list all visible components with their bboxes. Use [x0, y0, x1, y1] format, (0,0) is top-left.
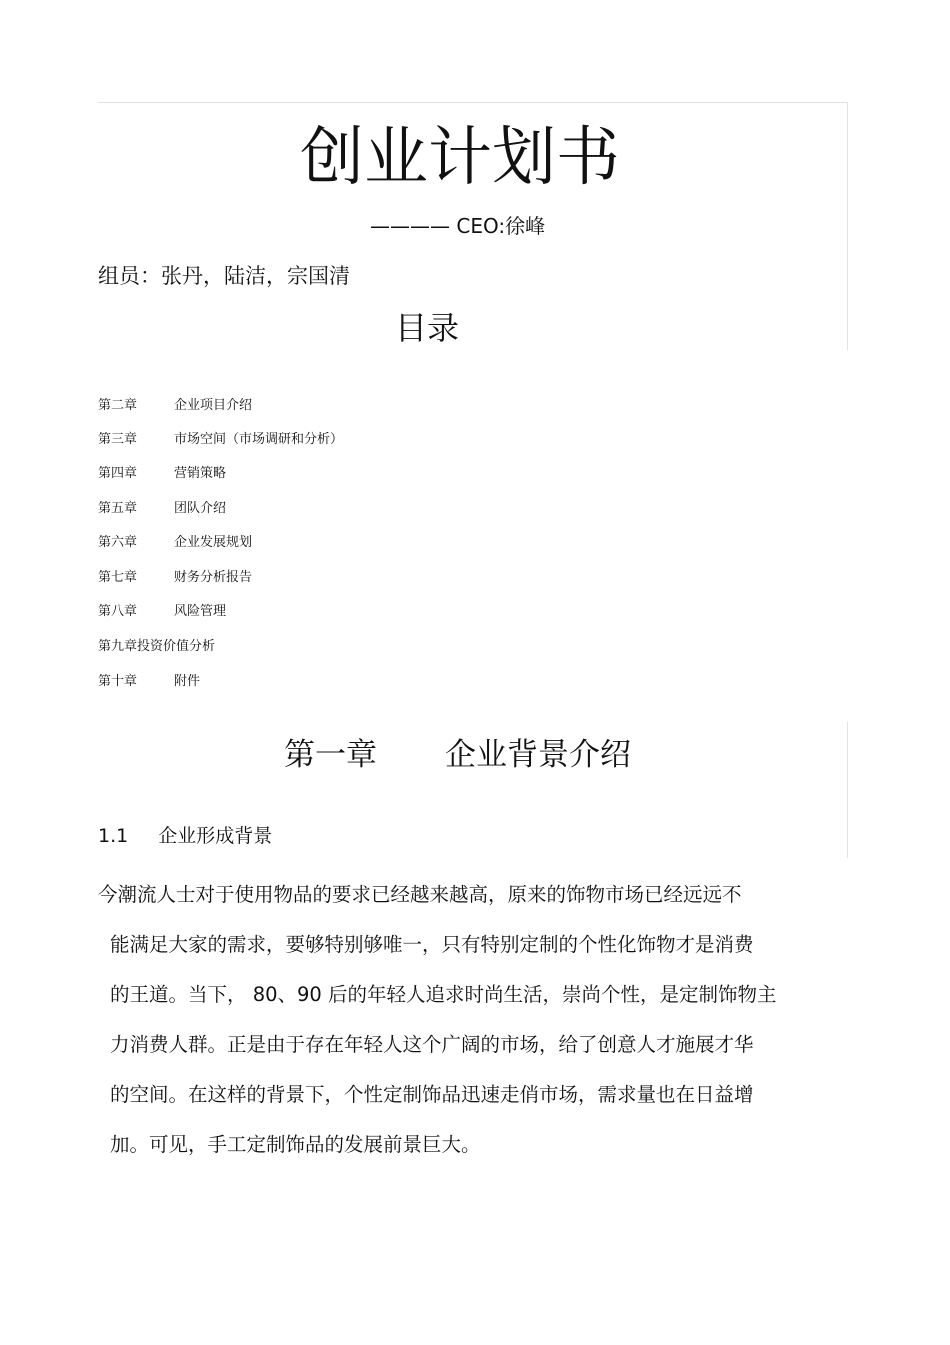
paragraph-line: 能满足大家的需求，要够特别够唯一，只有特别定制的个性化饰物才是消费	[110, 933, 754, 956]
toc-chapter-number: 第十章	[98, 674, 138, 689]
toc-chapter-name: 风险管理	[174, 604, 227, 619]
chapter-number: 第一章	[284, 737, 377, 773]
toc-chapter-number: 第六章	[98, 535, 138, 550]
section-number: 1.1	[98, 825, 129, 847]
toc-chapter-number: 第三章	[98, 432, 138, 447]
paragraph-line: 加。可见，手工定制饰品的发展前景巨大。	[110, 1133, 481, 1156]
toc-item	[98, 396, 252, 416]
chapter-name: 企业背景介绍	[445, 737, 631, 773]
toc-heading: 目录	[394, 309, 459, 347]
paragraph-line: 力消费人群。正是由于存在年轻人这个广阔的市场，给了创意人才施展才华	[110, 1033, 754, 1056]
toc-item	[98, 568, 252, 588]
section-title: 企业形成背景	[158, 825, 273, 847]
toc-chapter-name: 市场空间（市场调研和分析）	[174, 432, 344, 447]
section-heading	[98, 822, 272, 850]
top-border-line	[98, 102, 847, 103]
paragraph-line: 今潮流人士对于使用物品的要求已经越来越高，原来的饰物市场已经远远不	[98, 883, 742, 906]
toc-item	[98, 533, 252, 553]
team-members: 组员：张丹，陆洁，宗国清	[98, 264, 350, 288]
right-border-line	[847, 722, 848, 858]
body-paragraph	[98, 870, 838, 1170]
toc-chapter-name: 财务分析报告	[174, 570, 253, 585]
toc-chapter-number: 第四章	[98, 466, 138, 481]
document-title: 创业计划书	[300, 121, 620, 195]
paragraph-line: 的空间。在这样的背景下，个性定制饰品迅速走俏市场，需求量也在日益增	[110, 1083, 754, 1106]
toc-chapter-name: 团队介绍	[174, 501, 227, 516]
toc-item	[98, 464, 226, 484]
toc-chapter-number: 第八章	[98, 604, 138, 619]
paragraph-line: 的王道。当下， 80、90 后的年轻人追求时尚生活，崇尚个性，是定制饰物主	[110, 983, 777, 1006]
toc-item	[98, 672, 200, 692]
ceo-byline: ———— CEO:徐峰	[370, 214, 546, 238]
toc-item: 第九章投资价值分析	[98, 639, 216, 654]
toc-chapter-number: 第二章	[98, 398, 138, 413]
toc-item	[98, 430, 343, 450]
toc-chapter-number: 第五章	[98, 501, 138, 516]
chapter-heading	[284, 734, 631, 776]
toc-item	[98, 602, 226, 622]
toc-item	[98, 499, 226, 519]
toc-chapter-number: 第七章	[98, 570, 138, 585]
toc-chapter-name: 企业项目介绍	[174, 398, 253, 413]
toc-chapter-name: 企业发展规划	[174, 535, 253, 550]
toc-chapter-name: 附件	[174, 674, 201, 689]
toc-chapter-name: 营销策略	[174, 466, 227, 481]
